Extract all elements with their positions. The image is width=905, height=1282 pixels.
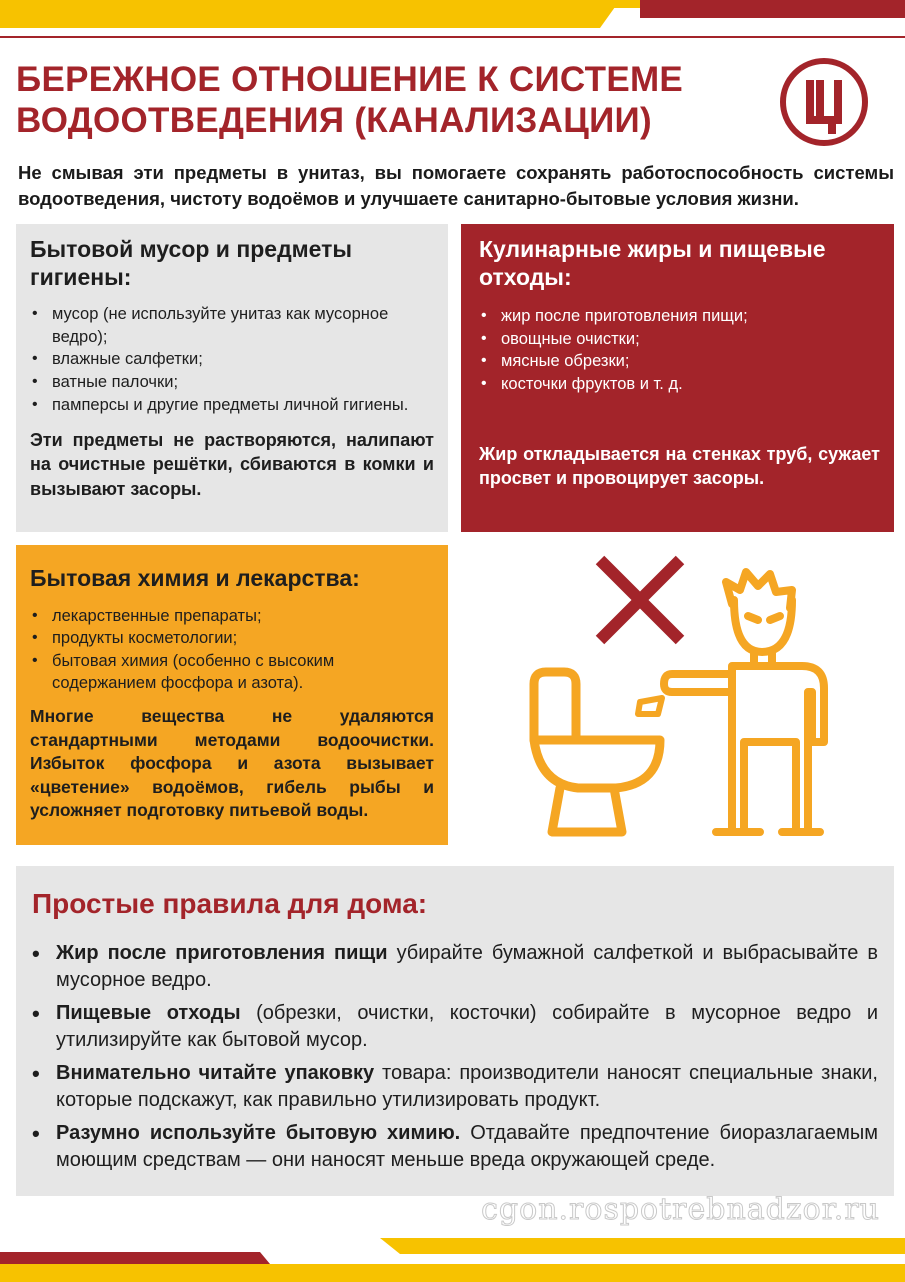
card-title-line: Кулинарные жиры и пищевые: [479, 236, 826, 262]
prohibition-cross-icon: [600, 560, 680, 640]
watermark: cgon.rospotrebnadzor.ru: [481, 1192, 880, 1227]
card-title-line: гигиены:: [30, 263, 132, 290]
title-line: БЕРЕЖНОЕ ОТНОШЕНИЕ К СИСТЕМЕ: [16, 60, 684, 99]
rule-bold: Разумно используйте бытовую химию.: [56, 1122, 461, 1144]
rule-text: товара: производители наносят специальные знаки, которые подскажут, как правильно утилизировать продукт.: [56, 1062, 878, 1111]
rule-bold: Жир после приготовления пищи: [56, 942, 388, 964]
list-item: • мясные обрезки;: [479, 350, 880, 373]
falling-item-icon: [638, 698, 662, 714]
rule-bold: Внимательно читайте упаковку: [56, 1062, 375, 1084]
rospotrebnadzor-logo-icon: [780, 58, 868, 146]
card-title-line: Бытовой мусор и предметы: [30, 236, 353, 262]
title-line: ВОДООТВЕДЕНИЯ (КАНАЛИЗАЦИИ): [16, 100, 652, 140]
bottom-decorative-band: [0, 1232, 905, 1282]
subtitle-line: Не смывая эти предметы в унитаз, вы помогаете сохранять работоспособность системы: [18, 162, 894, 183]
card-note: Эти предметы не растворяются, налипают на очистные решётки, сбиваются в комки и вызывают засоры.: [30, 430, 434, 499]
rule-item: [32, 940, 878, 994]
card-title: [30, 236, 434, 291]
list-item: • жир после приготовления пищи;: [479, 305, 880, 328]
illustration-toilet-person: [520, 552, 850, 842]
card-fats-food-waste: [461, 224, 894, 532]
card-title-line: отходы:: [479, 263, 572, 290]
rule-bold: Пищевые отходы: [56, 1002, 241, 1024]
page-title: [16, 60, 716, 142]
list-item: • продукты косметологии;: [30, 627, 434, 650]
rule-item: [32, 1000, 878, 1054]
list-item: • лекарственные препараты;: [30, 605, 434, 628]
subtitle-line: водоотведения, чистоту водоёмов и улучшаете санитарно-бытовые условия жизни.: [18, 187, 799, 209]
list-item: • мусор (не используйте унитаз как мусорное ведро);: [30, 303, 434, 348]
card-list: [479, 305, 880, 395]
rule-item: [32, 1060, 878, 1114]
card-title: Бытовая химия и лекарства:: [30, 565, 360, 591]
card-list: [30, 303, 434, 416]
card-household-waste: [16, 224, 448, 532]
card-note: Многие вещества не удаляются стандартными методами водоочистки. Избыток фосфора и азота вызывает «цветение» водоёмов, гибель рыбы и усложняет подготовку питьевой воды.: [30, 705, 434, 821]
list-item: • бытовая химия (особенно с высоким содержанием фосфора и азота).: [30, 650, 434, 695]
page-subtitle: [18, 160, 894, 212]
person-icon: [664, 572, 824, 832]
list-item: • косточки фруктов и т. д.: [479, 373, 880, 396]
rules-title: Простые правила для дома:: [32, 888, 428, 919]
rule-text: убирайте бумажной салфеткой и выбрасывайте в мусорное ведро.: [56, 942, 878, 991]
list-item: • памперсы и другие предметы личной гигиены.: [30, 394, 434, 417]
card-note: Жир откладывается на стенках труб, сужает просвет и провоцирует засоры.: [479, 443, 880, 488]
card-title: [479, 236, 880, 291]
list-item: • овощные очистки;: [479, 328, 880, 351]
rule-text: Отдавайте предпочтение биоразлагаемым моющим средствам — они наносят меньше вреда окружающей среде.: [56, 1122, 878, 1171]
list-item: • ватные палочки;: [30, 371, 434, 394]
top-decorative-band: [0, 0, 905, 40]
home-rules-panel: [16, 866, 894, 1196]
toilet-icon: [534, 672, 660, 832]
rule-text: (обрезки, очистки, косточки) собирайте в мусорное ведро и утилизируйте как бытовой мусор.: [56, 1002, 878, 1051]
rules-list: [32, 940, 878, 1174]
card-list: [30, 605, 434, 695]
list-item: • влажные салфетки;: [30, 348, 434, 371]
card-chemicals-medicines: [16, 545, 448, 845]
rule-item: [32, 1120, 878, 1174]
